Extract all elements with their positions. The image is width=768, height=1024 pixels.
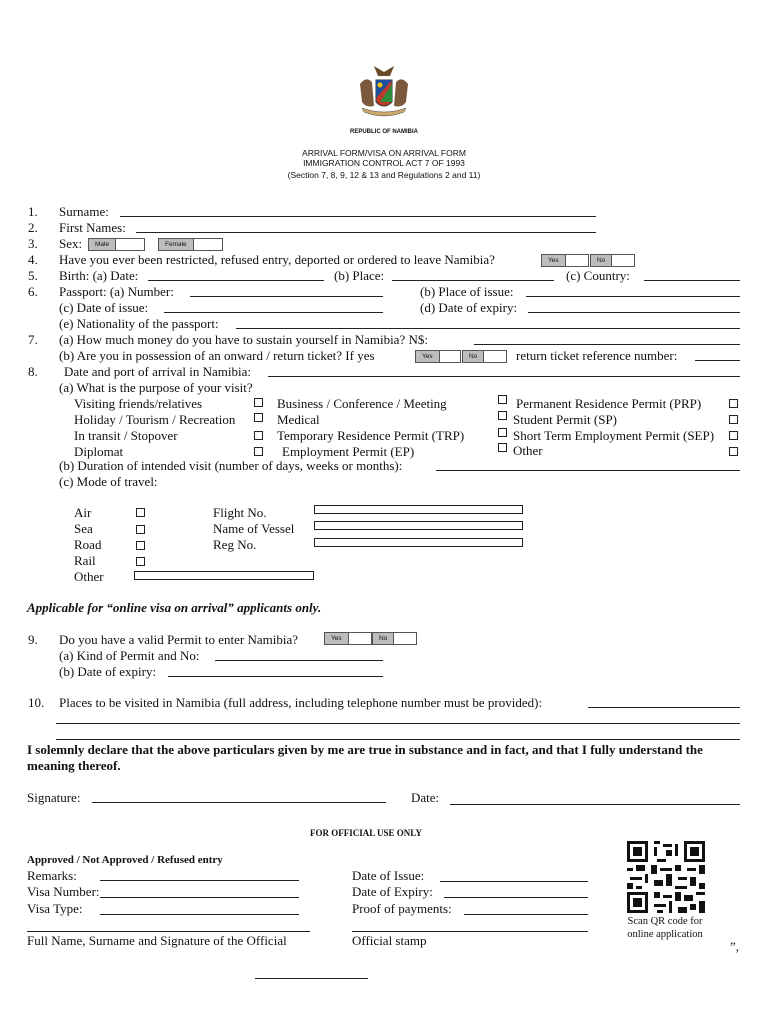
date-of-expiry-official-field[interactable] (444, 897, 588, 898)
surname-field[interactable] (120, 216, 596, 217)
visa-type-label: Visa Type: (27, 901, 83, 916)
date-label: Date: (411, 790, 440, 805)
date-of-issue-official-field[interactable] (440, 881, 588, 882)
permit-yes-option[interactable] (324, 632, 372, 645)
date-of-expiry-official-label: Date of Expiry: (352, 884, 433, 899)
mode-label: Sea (74, 521, 93, 536)
birth-date-label: Birth: (a) Date: (59, 268, 139, 283)
restricted-no-option[interactable] (590, 254, 635, 267)
checkbox-icon[interactable] (612, 254, 635, 267)
checkbox-icon[interactable] (484, 350, 507, 363)
permit-no-option[interactable] (372, 632, 417, 645)
checkbox-icon[interactable] (349, 632, 372, 645)
money-question: (a) How much money do you have to sustain yourself in Namibia? N$: (59, 332, 428, 347)
duration-label: (b) Duration of intended visit (number of days, weeks or months): (59, 458, 403, 473)
checkbox-icon[interactable] (729, 431, 738, 440)
qr-code-icon[interactable] (627, 841, 705, 913)
section-note: (Section 7, 8, 9, 12 & 13 and Regulations 2 and 11) (287, 170, 481, 180)
ticket-reference-label: return ticket reference number: (516, 348, 678, 363)
checkbox-icon[interactable] (194, 238, 223, 251)
date-field[interactable] (450, 804, 740, 805)
purpose-option-label: Medical (277, 412, 320, 427)
passport-number-label: Passport: (a) Number: (59, 284, 174, 299)
places-field-line-1[interactable] (588, 707, 740, 708)
flight-number-field[interactable] (314, 505, 523, 514)
item-number: 6. (28, 284, 38, 299)
mode-of-travel-label: (c) Mode of travel: (59, 474, 158, 489)
places-question: Places to be visited in Namibia (full address, including telephone number must be provided): (59, 695, 543, 710)
remarks-field[interactable] (100, 880, 299, 881)
purpose-option-label: Student Permit (SP) (513, 412, 618, 427)
flight-number-label: Flight No. (213, 505, 267, 520)
mode-label: Rail (74, 553, 96, 568)
sex-male-option[interactable] (88, 238, 145, 251)
item-number: 2. (28, 220, 38, 235)
purpose-option-label: Short Term Employment Permit (SEP) (513, 428, 715, 443)
purpose-option-label: Other (513, 443, 543, 458)
signature-label: Signature: (27, 790, 81, 805)
checkbox-icon[interactable] (440, 350, 461, 363)
checkbox-icon[interactable] (254, 447, 263, 456)
purpose-option-label: Holiday / Tourism / Recreation (74, 412, 236, 427)
places-field-line-2[interactable] (56, 723, 740, 724)
act-title: IMMIGRATION CONTROL ACT 7 OF 1993 (303, 158, 465, 168)
birth-place-label: (b) Place: (334, 268, 385, 283)
visa-number-field[interactable] (100, 897, 299, 898)
item-number: 3. (28, 236, 38, 251)
ticket-no-option[interactable] (462, 350, 507, 363)
checkbox-icon[interactable] (254, 398, 263, 407)
purpose-option-label: Business / Conference / Meeting (277, 396, 447, 411)
arrival-port-label: Date and port of arrival in Namibia: (64, 364, 251, 379)
item-number: 7. (28, 332, 38, 347)
vessel-name-label: Name of Vessel (213, 521, 295, 536)
nationality-field[interactable] (236, 328, 740, 329)
passport-number-field[interactable] (190, 296, 383, 297)
no-label: No (590, 254, 612, 267)
checkbox-icon[interactable] (116, 238, 145, 251)
item-number: 10. (28, 695, 45, 710)
ticket-reference-field[interactable] (695, 360, 740, 361)
yes-label: Yes (415, 350, 440, 363)
permit-kind-label: (a) Kind of Permit and No: (59, 648, 200, 663)
visa-number-label: Visa Number: (27, 884, 100, 899)
online-applicants-note: Applicable for “online visa on arrival” applicants only. (27, 600, 322, 615)
date-of-expiry-field[interactable] (528, 312, 740, 313)
official-name-label: Full Name, Surname and Signature of the Official (27, 933, 287, 948)
permit-expiry-label: (b) Date of expiry: (59, 664, 157, 679)
surname-label: Surname: (59, 204, 109, 219)
female-label: Female (158, 238, 194, 251)
place-of-issue-label: (b) Place of issue: (420, 284, 514, 299)
item-number: 9. (28, 632, 38, 647)
duration-field[interactable] (436, 470, 740, 471)
birth-country-label: (c) Country: (566, 268, 630, 283)
country-name: REPUBLIC OF NAMIBIA (350, 129, 418, 135)
reg-number-label: Reg No. (213, 537, 257, 552)
vessel-name-field[interactable] (314, 521, 523, 530)
male-label: Male (88, 238, 116, 251)
form-title: ARRIVAL FORM/VISA ON ARRIVAL FORM (302, 148, 466, 158)
ticket-yes-option[interactable] (415, 350, 461, 363)
date-of-issue-official-label: Date of Issue: (352, 868, 425, 883)
stray-mark: ”, (730, 939, 740, 954)
restricted-question: Have you ever been restricted, refused entry, deported or ordered to leave Namibia? (59, 252, 495, 267)
item-number: 4. (28, 252, 38, 267)
date-of-issue-label: (c) Date of issue: (59, 300, 149, 315)
official-stamp-label: Official stamp (352, 933, 427, 948)
purpose-option-label: Diplomat (74, 444, 124, 459)
first-names-label: First Names: (59, 220, 126, 235)
permit-expiry-field[interactable] (168, 676, 383, 677)
item-number: 5. (28, 268, 38, 283)
proof-of-payment-field[interactable] (464, 914, 588, 915)
qr-caption-line-2: online application (627, 929, 703, 940)
restricted-yes-option[interactable] (541, 254, 589, 267)
checkbox-icon[interactable] (136, 508, 145, 517)
birth-date-field[interactable] (148, 280, 324, 281)
official-name-field[interactable] (27, 931, 310, 932)
remarks-label: Remarks: (27, 868, 77, 883)
place-of-issue-field[interactable] (526, 296, 740, 297)
permit-question: Do you have a valid Permit to enter Namibia? (59, 632, 298, 647)
checkbox-icon[interactable] (394, 632, 417, 645)
birth-place-field[interactable] (392, 280, 554, 281)
purpose-option-label: In transit / Stopover (74, 428, 178, 443)
approval-status-label: Approved / Not Approved / Refused entry (27, 854, 223, 866)
mode-label: Air (74, 505, 92, 520)
checkbox-icon[interactable] (254, 431, 263, 440)
checkbox-icon[interactable] (729, 415, 738, 424)
checkbox-icon[interactable] (498, 395, 507, 404)
checkbox-icon[interactable] (498, 428, 507, 437)
no-label: No (462, 350, 484, 363)
official-stamp-field[interactable] (352, 931, 588, 932)
ticket-question: (b) Are you in possession of an onward / return ticket? If yes (59, 348, 375, 363)
money-field[interactable] (474, 344, 740, 345)
item-number: 8. (28, 364, 38, 379)
checkbox-icon[interactable] (729, 447, 738, 456)
date-of-expiry-label: (d) Date of expiry: (420, 300, 518, 315)
yes-label: Yes (324, 632, 349, 645)
no-label: No (372, 632, 394, 645)
coat-of-arms-icon (352, 62, 416, 128)
first-names-field[interactable] (136, 232, 596, 233)
checkbox-icon[interactable] (498, 443, 507, 452)
purpose-option-label: Permanent Residence Permit (PRP) (516, 396, 702, 411)
places-field-line-3[interactable] (56, 739, 740, 740)
arrival-port-field[interactable] (268, 376, 740, 377)
yes-label: Yes (541, 254, 566, 267)
sex-label: Sex: (59, 236, 83, 251)
proof-of-payment-label: Proof of payments: (352, 901, 452, 916)
purpose-question: (a) What is the purpose of your visit? (59, 380, 253, 395)
reg-number-field[interactable] (314, 538, 523, 547)
bottom-line (255, 978, 368, 979)
checkbox-icon[interactable] (498, 411, 507, 420)
signature-field[interactable] (92, 802, 386, 803)
sex-female-option[interactable] (158, 238, 223, 251)
birth-country-field[interactable] (644, 280, 740, 281)
checkbox-icon[interactable] (729, 399, 738, 408)
item-number: 1. (28, 204, 38, 219)
purpose-option-label: Employment Permit (EP) (282, 444, 415, 459)
nationality-label: (e) Nationality of the passport: (59, 316, 219, 331)
mode-label: Road (74, 537, 102, 552)
checkbox-icon[interactable] (136, 525, 145, 534)
visa-type-field[interactable] (100, 914, 299, 915)
checkbox-icon[interactable] (566, 254, 589, 267)
checkbox-icon[interactable] (136, 557, 145, 566)
declaration-text: I solemnly declare that the above particulars given by me are true in substance and in fact, and that I fully understand the meaning thereof. (27, 742, 703, 773)
purpose-option-label: Visiting friends/relatives (74, 396, 203, 411)
permit-kind-field[interactable] (215, 660, 383, 661)
checkbox-icon[interactable] (136, 541, 145, 550)
purpose-option-label: Temporary Residence Permit (TRP) (277, 428, 465, 443)
checkbox-icon[interactable] (254, 413, 263, 422)
other-mode-field[interactable] (134, 571, 314, 580)
mode-label: Other (74, 569, 104, 584)
date-of-issue-field[interactable] (164, 312, 383, 313)
qr-caption-line-1: Scan QR code for (627, 916, 703, 927)
official-use-heading: FOR OFFICIAL USE ONLY (310, 828, 422, 838)
